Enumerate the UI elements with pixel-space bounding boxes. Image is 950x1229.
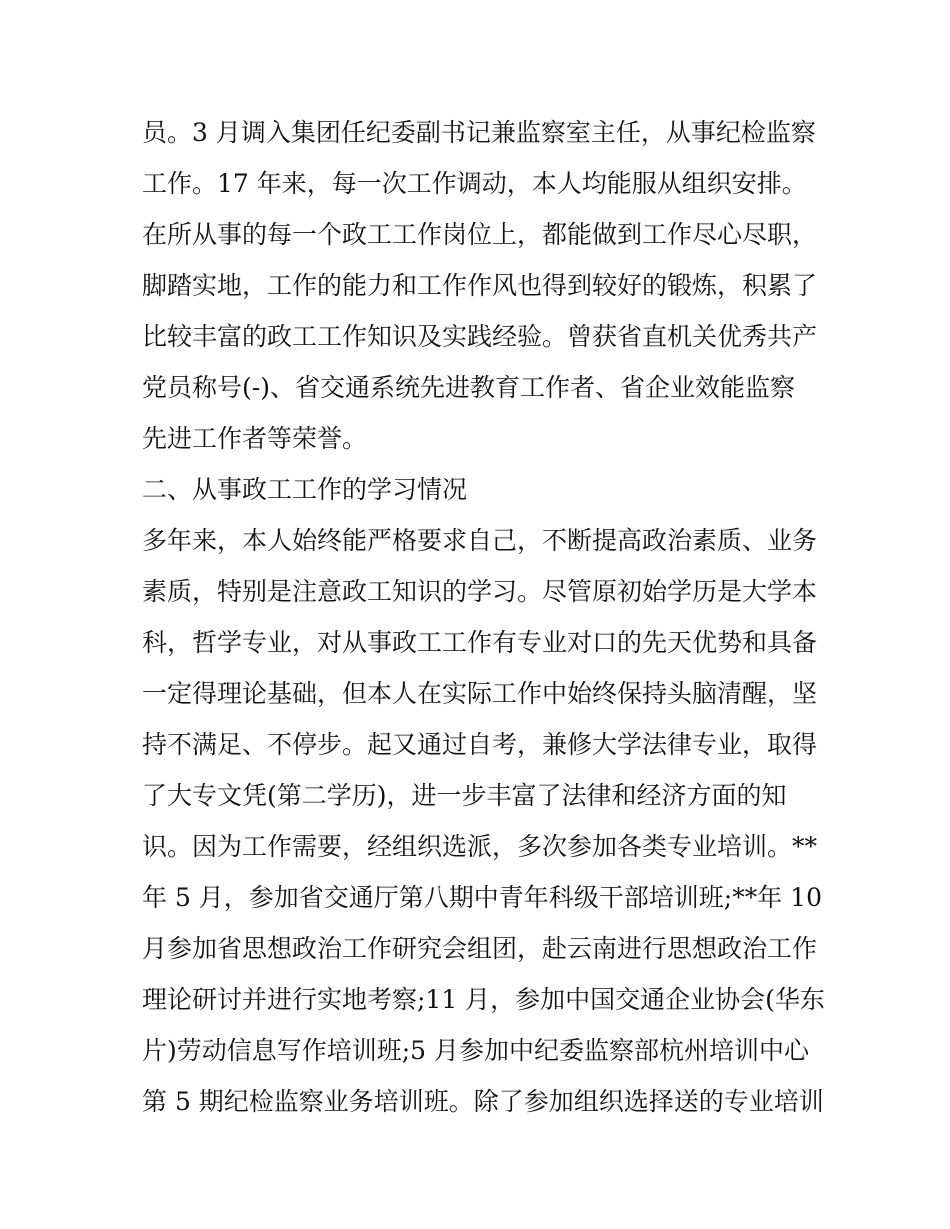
- text-line-5: 比较丰富的政工工作知识及实践经验。曾获省直机关优秀共产: [142, 322, 818, 351]
- section-heading: 二、从事政工工作的学习情况: [142, 475, 468, 504]
- text-line-1: 员。3 月调入集团任纪委副书记兼监察室主任，从事纪检监察: [142, 118, 816, 147]
- text-line-18: 理论研讨并进行实地考察;11 月，参加中国交通企业协会(华东: [142, 985, 825, 1014]
- text-line-6: 党员称号(-)、省交通系统先进教育工作者、省企业效能监察: [142, 373, 795, 402]
- text-line-4: 脚踏实地，工作的能力和工作作风也得到较好的锻炼，积累了: [142, 271, 818, 300]
- text-line-11: 科，哲学专业，对从事政工工作有专业对口的先天优势和具备: [142, 628, 818, 657]
- text-line-10: 素质，特别是注意政工知识的学习。尽管原初始学历是大学本: [142, 577, 818, 606]
- text-line-15: 识。因为工作需要，经组织选派，多次参加各类专业培训。**: [142, 832, 818, 861]
- text-line-12: 一定得理论基础，但本人在实际工作中始终保持头脑清醒，坚: [142, 679, 818, 708]
- text-line-13: 持不满足、不停步。起又通过自考，兼修大学法律专业，取得: [142, 730, 818, 759]
- text-line-19: 片)劳动信息写作培训班;5 月参加中纪委监察部杭州培训中心: [142, 1036, 810, 1065]
- text-line-20: 第 5 期纪检监察业务培训班。除了参加组织选择送的专业培训: [142, 1087, 824, 1116]
- text-line-3: 在所从事的每一个政工工作岗位上，都能做到工作尽心尽职，: [142, 220, 818, 249]
- document-body: [142, 107, 825, 1127]
- text-line-17: 月参加省思想政治工作研究会组团，赴云南进行思想政治工作: [142, 934, 818, 963]
- text-line-2: 工作。17 年来，每一次工作调动，本人均能服从组织安排。: [142, 169, 807, 198]
- text-line-14: 了大专文凭(第二学历)，进一步丰富了法律和经济方面的知: [142, 781, 787, 810]
- text-line-16: 年 5 月，参加省交通厅第八期中青年科级干部培训班;**年 10: [142, 883, 822, 912]
- text-line-7: 先进工作者等荣誉。: [142, 424, 368, 453]
- text-line-9: 多年来，本人始终能严格要求自己，不断提高政治素质、业务: [142, 526, 818, 555]
